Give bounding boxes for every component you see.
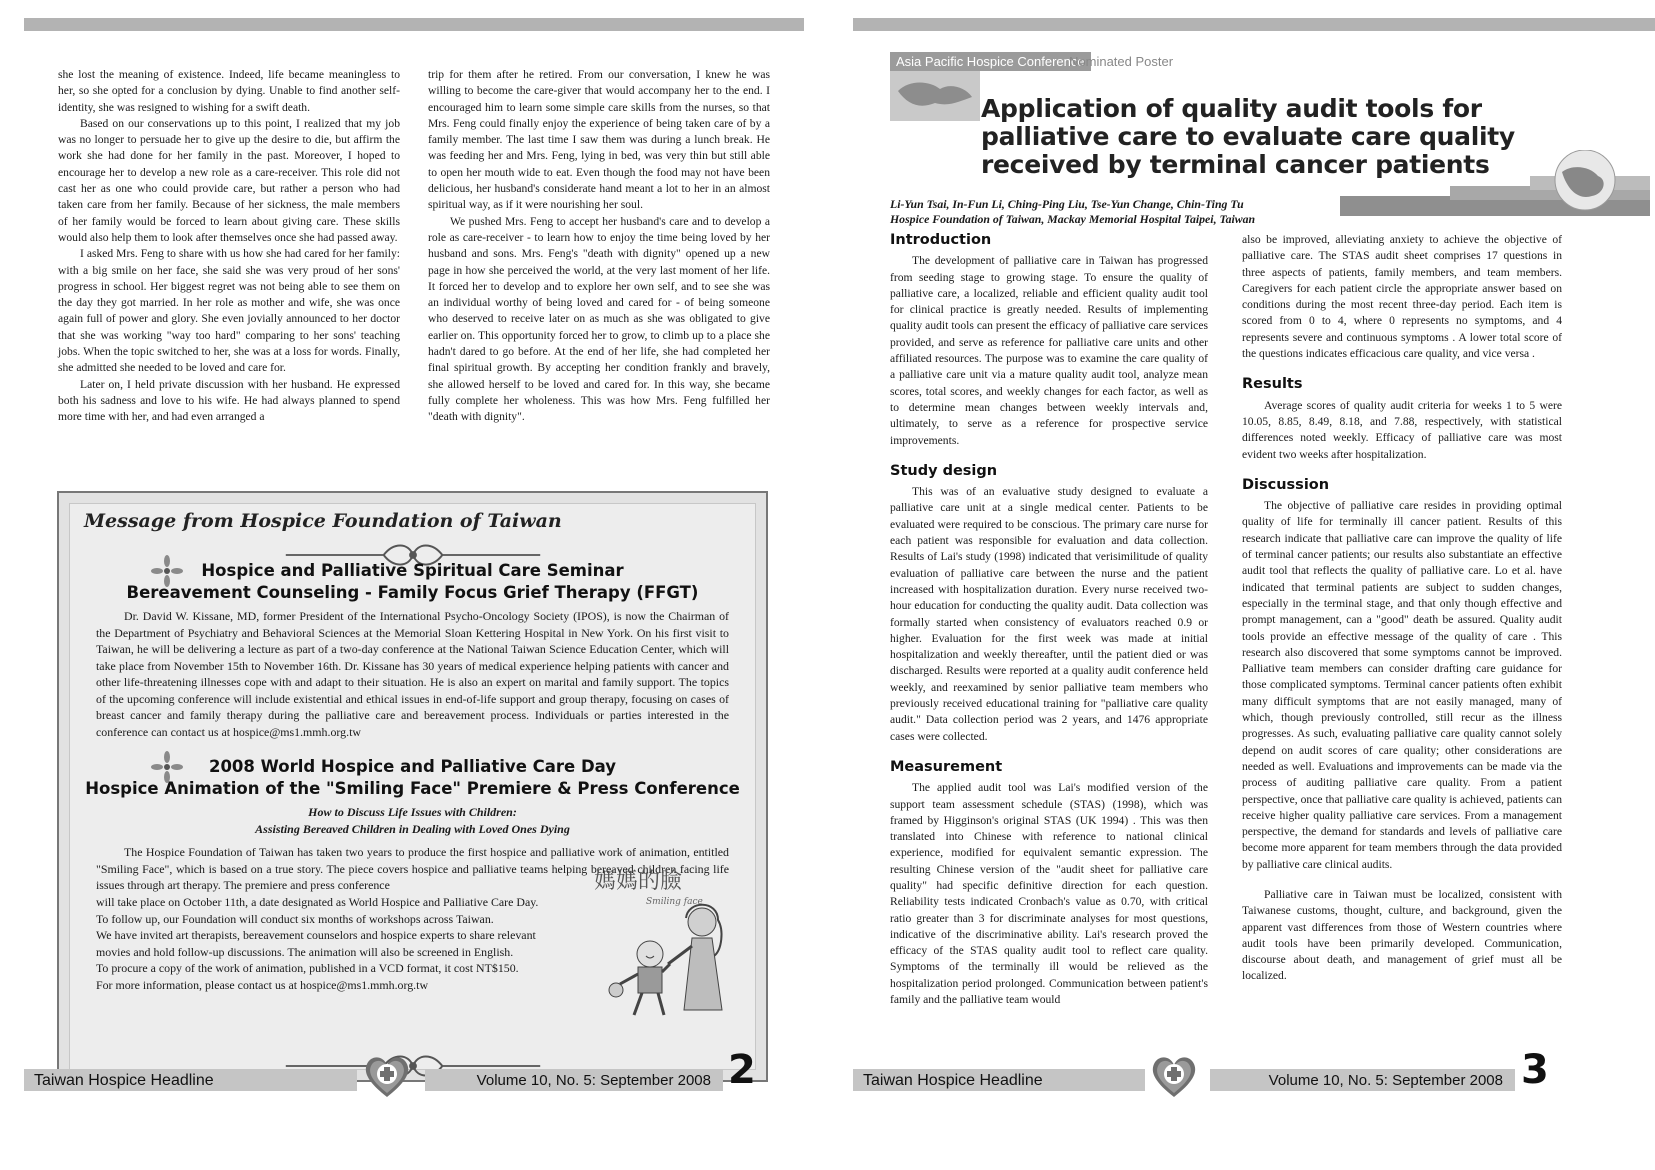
page-number: 2 xyxy=(728,1047,756,1093)
event-1-title-line-1: Hospice and Palliative Spiritual Care Seminar xyxy=(201,561,624,580)
event-1-description xyxy=(96,608,729,740)
page-number: 3 xyxy=(1521,1047,1549,1093)
page-3-footer xyxy=(845,1047,1655,1096)
measurement-heading: Measurement xyxy=(890,758,1003,775)
nominated-poster-label: Nominated Poster xyxy=(1069,54,1174,69)
event-2-line: To procure a copy of the work of animation, published in a VCD format, it cost NT$150. xyxy=(96,961,519,975)
heart-plus-icon xyxy=(1150,1053,1198,1099)
authors: Li-Yun Tsai, In-Fun Li, Ching-Ping Liu, Tse-Yun Change, Chin-Ting Tu xyxy=(890,197,1244,211)
poster-column-2 xyxy=(1242,232,1562,985)
event-2-subtitle-2: Assisting Bereaved Children in Dealing with Loved Ones Dying xyxy=(255,822,570,836)
introduction-heading: Introduction xyxy=(890,232,992,248)
article-column-1 xyxy=(58,67,400,426)
issue-label: Volume 10, No. 5: September 2008 xyxy=(425,1069,723,1091)
discussion-text-2: Palliative care in Taiwan must be localized, consistent with Taiwanese customs, thought, culture, and background, given the apparent vast differences from those of Western countries where audit tools have been primarily developed. Communication, discourse about death, and management of grief must all be localized. xyxy=(1242,887,1562,983)
event-2-subtitle-1: How to Discuss Life Issues with Children: xyxy=(308,805,517,819)
measurement-continued-text: also be improved, alleviating anxiety to achieve the objective of palliative care. The STAS audit sheet comprises 17 questions in three aspects of patients, family members, and team members. Caregivers for each patient circle the appropriate answer based on conditions during the most recent three-day period. Each item is scored from 0 to 4, where 0 represents no symptoms, and 4 represents severe and continuous symptoms . A lower total score of the questions indicates efficacious care quality, and vice versa . xyxy=(1242,233,1562,361)
article-paragraph: trip for them after he retired. From our conversation, I knew he was willing to become the care-giver that would accompany her to the end. I encouraged him to learn some simple care skills from the nurses, so that Mrs. Feng could finally enjoy the experience of being taken care of by a family member. The last time I saw them was during a lunch break. He was feeding her and Mrs. Feng, lying in bed, was very thin but still able to open her mouth wide to eat. Even though the food may not have been delicious, her husband's considerate hand meant a lot to her in an almost spiritual way, as if it were nourishing her soul. xyxy=(428,68,770,212)
poster-title: Application of quality audit tools for palliative care to evaluate care quality received by terminal cancer patients xyxy=(981,94,1515,179)
author-block xyxy=(890,197,1390,227)
results-heading: Results xyxy=(1242,376,1303,393)
message-box-inner xyxy=(69,503,756,1070)
event-1-paragraph: Dr. David W. Kissane, MD, former President of the International Psycho-Oncology Society (IPOS), is now the Chairman of the Department of Psychiatry and Behavioral Sciences at the Memorial Sloan Kettering Hospital in New York. On his first visit to Taiwan, he will be delivering a lecture as part of a two-day conference at the National Taiwan Science Education Center, which will take place from November 15th to November 16th. Dr. Kissane has 30 years of medical experience helping patients with cancer and other life-threatening illnesses cope with and adapt to their situation. He is also an expert on marital and family support. The topics of the upcoming conference will include existential and ethical issues in end-of-life support and group therapy, focusing on cases of breast cancer and family therapy during the palliative care and bereavement process. Individuals or parties interested in the conference can contact us at hospice@ms1.mmh.org.tw xyxy=(96,609,729,739)
article-paragraph: she lost the meaning of existence. Indeed, life became meaningless to her, so she opted for a conclusion by dying. Unable to find another self-identity, she was resigned to wishing for a swift death. xyxy=(58,68,400,114)
page-2-footer xyxy=(0,1047,820,1096)
article-paragraph: I asked Mrs. Feng to share with us how she had cared for her family: with a big smile on her face, she said she was very proud of her sons' progress in school. Her biggest regret was not being able to see them on the day they got married. In her role as mother and wife, she was once again full of power and glory. She even jovially announced to her doctor that she was working "way too hard" comparing to her sons' teaching jobs. When the topic switched to her, she was at a loss for words. Finally, she admitted she needed to be loved and care for. xyxy=(58,247,400,375)
article-paragraph: We pushed Mrs. Feng to accept her husband's care and to develop a role as care-receiver - to learn how to enjoy the time being loved by her husband and sons. Mrs. Feng's "death with dignity" opened up a new page in how she perceived the world, at the very last moment of her life. It forced her to develop and to explore her own self, and to see she was an individual worthy of being loved and cared for - of being someone who deserved to receive later on as much as she was obligated to give earlier on. This opportunity forced her to grow, to climb up to a place she hadn't dared to go before. At the end of her life, she had completed her final spiritual growth. By accepting her condition frankly and bravely, she allowed herself to be loved and cared for. In this way, she became fully complete her wholeness. This was how Mrs. Feng fulfilled her "death with dignity". xyxy=(428,214,770,424)
study-design-text: This was of an evaluative study designed to evaluate a palliative care unit at a single medical center. Patients to be evaluated were required to be conscious. The primary care nurse for each patient was responsible for evaluation and data collection. Results of Lai's study (1998) indicated that verisimilitude of quality evaluation of palliative care between the nurse and the patient increased with hospitalization duration. Every nurse received two-hour education for conducting the quality audit. Data collection was formally started when consistency of evaluators reached 0.9 or higher. Evaluation for the first week was made at initial hospitalization and weekly thereafter, until the patient died or was discharged. Results were reported at a quality audit conference held weekly, and reexamined by senior palliative team members who previously received educational training for "palliative care quality audit." Data collection period was 2 years, and 1476 appropriate cases were collected. xyxy=(890,485,1208,743)
event-2-line: To follow up, our Foundation will conduct six months of workshops across Taiwan. xyxy=(96,911,494,926)
event-2-details xyxy=(96,894,586,993)
poster-column-1 xyxy=(890,232,1208,1008)
introduction-text: The development of palliative care in Taiwan has progressed from seeding stage to growing stage. To ensure the quality of palliative care, a localized, reliable and efficient quality audit tool for clinical practice is greatly needed. Results of implementing quality audit tools can present the efficacy of palliative care services provided, and serve as reference for palliative care units and other affiliated resources. The purpose was to examine the care quality of a palliative care unit via a mature quality audit tool, analyze mean scores, total scores, and weekly changes for each factor, as well as to determine mean changes between weekly intervals and, ultimately, to serve as a reference for prospective service improvements. xyxy=(890,254,1208,447)
event-2-title-line-2: Hospice Animation of the "Smiling Face" Premiere & Press Conference xyxy=(85,779,740,798)
page-3 xyxy=(845,0,1655,1170)
issue-label: Volume 10, No. 5: September 2008 xyxy=(1210,1069,1515,1091)
event-2-line: We have invited art therapists, bereavement counselors and hospice experts to share relevant xyxy=(96,928,536,942)
event-2-line: movies and hold follow-up discussions. The animation will also be screened in English. xyxy=(96,944,514,959)
article-paragraph: Later on, I held private discussion with her husband. He expressed both his sadness and love to his wife. He had always planned to spend more time with her, and had even arranged a xyxy=(58,377,400,424)
page-2 xyxy=(0,0,820,1170)
heart-plus-icon xyxy=(363,1053,411,1099)
top-bar xyxy=(853,18,1655,31)
discussion-text: The objective of palliative care resides in providing optimal quality of life for terminally ill cancer patient. Results of this research indicate that palliative care can improve the quality of life of terminal cancer patients; our results also substantiate an effective audit tool that reflects the quality of palliative care. Lo et al. have indicated that terminal patients are subject to sudden changes, especially in the terminal stage, and that only though effective and prompt management, can a "good" death be assured. Quality audit tools provide an effective message of the quality of care . This research also discovered that some symptoms cannot be improved. Palliative team members can consider drafting care guidance for those complicated symptoms. Terminal cancer patients often exhibit many difficult symptoms that are not easily managed, many of which, though previously controlled, still recur as the illness progresses. As such, evaluating palliative care quality cannot solely depend on audit scores of care quality; other considerations are needed as well. Evaluations and improvements can be made via the process of auditing palliative care quality. From a patient perspective, once that palliative care quality is achieved, patients can receive higher quality palliative care services. From a management perspective, the demand for standards and levels of palliative care become more apparent for team members through the data provided by palliative care clinical audits. xyxy=(1242,499,1562,871)
smiling-face-animation-illustration xyxy=(590,860,740,1020)
event-1-title-line-2: Bereavement Counseling - Family Focus Grief Therapy (FFGT) xyxy=(126,583,699,602)
study-design-heading: Study design xyxy=(890,462,998,479)
foundation-message-box xyxy=(57,491,768,1082)
measurement-text: The applied audit tool was Lai's modified version of the support team assessment schedule (STAS) (1998), which was framed by Higginson's original STAS (UK 1994) . This was then translated into Chinese with reference to national clinical experience, modified for equivalent semantic expression. The resulting Chinese version of the "audit sheet for palliative care quality" had specific definitive direction for each question. Reliability tests indicated Cronbach's value as 0.70, with critical ratio greater than 3 for discriminate analyses for most questions, indicative of the discriminative ability. Lai's research proved the efficacy of the STAS quality audit tool to reflect care quality. Symptoms of the terminally ill would be relieved as the hospitalization period prolonged. Communication between patient's family and the palliative team would xyxy=(890,781,1208,1007)
event-2-paragraph: The Hospice Foundation of Taiwan has taken two years to produce the first hospice and palliative work of animation, entitled "Smiling Face", which is based on a true story. The piece covers hospice and palliative teams helping bereaved children facing life issues through art therapy. The premiere and press conference xyxy=(96,845,729,892)
message-title: Message from Hospice Foundation of Taiwan xyxy=(84,510,562,532)
article-paragraph: Based on our conservations up to this point, I realized that my job was no longer to persuade her to give up the desire to die, but affirm the work she had done for her family in the past. Moreover, I hoped to encourage her to develop a new role as a care-receiver. This role did not cast her as one who could provide care, but rather a person who had taken care from her family. Because of her sickness, the male members of her family would be forced to learn about giving care. These skills would also help them to look after themselves once she had passed away. xyxy=(58,116,400,244)
discussion-heading: Discussion xyxy=(1242,476,1330,493)
affiliation: Hospice Foundation of Taiwan, Mackay Memorial Hospital Taipei, Taiwan xyxy=(890,212,1256,226)
art-caption-en: Smiling face xyxy=(646,897,703,907)
event-2-line: For more information, please contact us at hospice@ms1.mmh.org.tw xyxy=(96,977,429,992)
event-2-title-line-1: 2008 World Hospice and Palliative Care Day xyxy=(208,757,617,776)
globe-steps-decoration-icon xyxy=(1340,150,1650,220)
top-bar xyxy=(24,18,804,31)
article-column-2 xyxy=(428,67,770,426)
event-2-line: will take place on October 11th, a date designated as World Hospice and Palliative Care Day. xyxy=(96,895,539,909)
publication-name: Taiwan Hospice Headline xyxy=(853,1069,1145,1091)
results-text: Average scores of quality audit criteria for weeks 1 to 5 were 10.05, 8.85, 8.49, 8.18, and 7.88, respectively, with statistical differences noted weekly. Efficacy of palliative care was most evident two weeks after hospitalization. xyxy=(1242,398,1562,461)
conference-tag: Asia Pacific Hospice Conference xyxy=(890,52,1091,71)
art-caption-cn: 媽媽的臉 xyxy=(594,869,683,894)
publication-name: Taiwan Hospice Headline xyxy=(24,1069,357,1091)
world-map-decoration-icon xyxy=(890,71,980,121)
